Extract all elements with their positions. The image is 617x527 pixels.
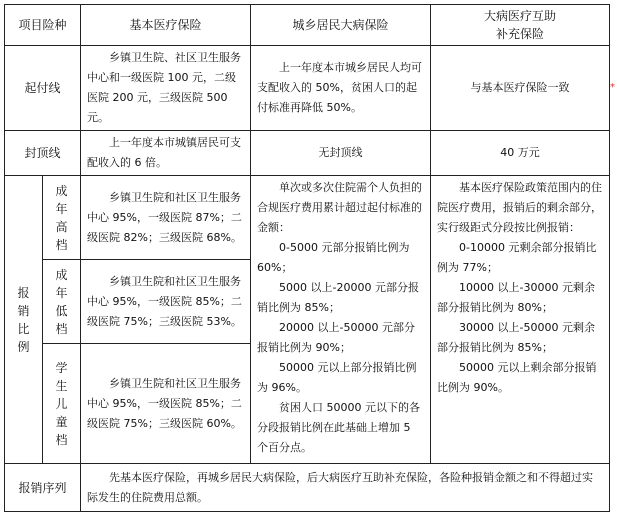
start-line-basic: 乡镇卫生院、社区卫生服务中心和一级医院 100 元，二级医院 200 元，三级医院 500 元。: [81, 46, 251, 131]
ratio-critical-item: 5000 以上-20000 元部分报销比例为 85%；: [257, 281, 419, 314]
tier-label-char: 童: [55, 414, 68, 429]
tier-label-char: 年: [55, 285, 68, 300]
tier-label-char: 档: [55, 321, 68, 336]
tier-label-char: 高: [55, 219, 68, 234]
header-basic-insurance: 基本医疗保险: [81, 5, 251, 46]
header-mutual-insurance: [431, 5, 610, 46]
ratio-mutual: [431, 176, 610, 464]
side-asterisk-marker: *: [610, 82, 615, 93]
cap-line-basic: 上一年度本市城镇居民可支配收入的 6 倍。: [81, 131, 251, 176]
ratio-critical-item: 50000 元以上部分报销比例为 96%。: [257, 361, 417, 394]
start-line-mutual: 与基本医疗保险一致: [431, 46, 610, 131]
sequence-row: [5, 464, 610, 512]
ratio-critical-intro: 单次或多次住院需个人负担的合规医疗费用累计超过起付标准的金额：: [257, 181, 423, 234]
ratio-mutual-item: 10000 以上-30000 元剩余部分报销比例为 80%；: [437, 281, 595, 314]
tier-label-char: 低: [55, 303, 68, 318]
header-mutual-line1: 大病医疗互助: [484, 9, 557, 23]
header-critical-insurance: 城乡居民大病保险: [251, 5, 431, 46]
header-mutual-line2: 补充保险: [496, 27, 545, 41]
header-row: [5, 5, 610, 46]
header-item-type: 项目险种: [5, 5, 81, 46]
ratio-critical-item: 贫困人口 50000 元以下的各分段报销比例在此基础上增加 5 个百分点。: [257, 401, 421, 454]
start-line-label: 起付线: [5, 46, 81, 131]
ratio-label-char: 比: [17, 321, 30, 336]
tier-label-adult-high: [43, 176, 81, 260]
cap-line-critical: 无封顶线: [251, 131, 431, 176]
ratio-mutual-intro: 基本医疗保险政策范围内的住院医疗费用，报销后的剩余部分，实行级距式分段按比例报销：: [437, 181, 603, 234]
sequence-label: 报销序列: [5, 464, 81, 512]
ratio-label: [5, 176, 43, 464]
tier-label-char: 年: [55, 201, 68, 216]
ratio-label-char: 例: [17, 339, 30, 354]
ratio-row-high: [5, 176, 610, 260]
tier-label-char: 儿: [55, 396, 68, 411]
ratio-mutual-item: 50000 元以上剩余部分报销比例为 90%。: [437, 361, 597, 394]
tier-label-char: 成: [55, 267, 68, 282]
insurance-comparison-table: [4, 4, 610, 512]
ratio-mutual-item: 0-10000 元剩余部分报销比例为 77%；: [437, 241, 597, 274]
tier-label-adult-low: [43, 260, 81, 344]
tier-text-student: 乡镇卫生院和社区卫生服务中心 95%，一级医院 85%；二级医院 75%；三级医院 60%。: [81, 344, 251, 464]
ratio-label-char: 销: [17, 303, 30, 318]
tier-label-char: 档: [55, 237, 68, 252]
ratio-label-char: 报: [17, 285, 30, 300]
ratio-critical-item: 20000 以上-50000 元部分报销比例为 90%；: [257, 321, 415, 354]
tier-text-adult-high: 乡镇卫生院和社区卫生服务中心 95%，一级医院 87%；二级医院 82%；三级医院 68%。: [81, 176, 251, 260]
tier-label-char: 成: [55, 183, 68, 198]
ratio-mutual-item: 30000 以上-50000 元剩余部分报销比例为 85%；: [437, 321, 595, 354]
start-line-critical: 上一年度本市城乡居民人均可支配收入的 50%，贫困人口的起付标准再降低 50%。: [251, 46, 431, 131]
tier-label-char: 档: [55, 432, 68, 447]
tier-label-char: 生: [55, 378, 68, 393]
cap-line-label: 封顶线: [5, 131, 81, 176]
sequence-text: 先基本医疗保险，再城乡居民大病保险，后大病医疗互助补充保险，各险种报销金额之和不得超过实际发生的住院费用总额。: [81, 464, 610, 512]
tier-label-student: [43, 344, 81, 464]
tier-label-char: 学: [55, 360, 68, 375]
tier-text-adult-low: 乡镇卫生院和社区卫生服务中心 95%，一级医院 85%；二级医院 75%；三级医院 53%。: [81, 260, 251, 344]
ratio-critical-item: 0-5000 元部分报销比例为 60%；: [257, 241, 410, 274]
ratio-critical: [251, 176, 431, 464]
cap-line-mutual: 40 万元: [431, 131, 610, 176]
cap-line-row: [5, 131, 610, 176]
start-line-row: [5, 46, 610, 131]
